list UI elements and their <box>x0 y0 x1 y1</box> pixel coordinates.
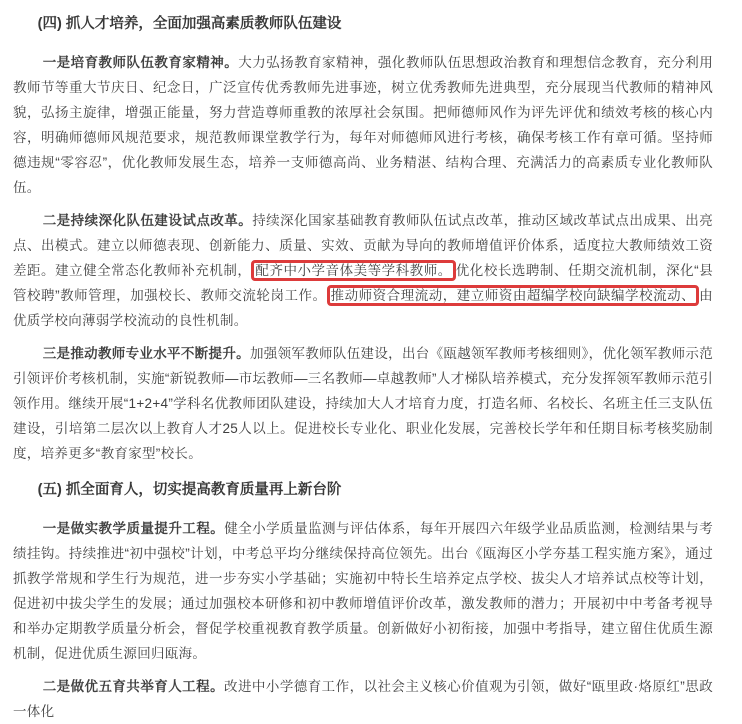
body-text: 健全小学质量监测与评估体系，每年开展四六年级学业品质监测，检测结果与考绩挂钩。持续推进“初中强校”计划，中考总平均分继续保持高位领先。出台《瓯海区小学夯基工程实施方案》，通过抓教学常规和学生行为规范，进一步夯实小学基础；实施初中特长生培养定点学校、拔尖人才培养试点校等计划，促进初中拔尖学生的发展；通过加强校本研修和初中教师增值评价改革，激发教师的潜力；开展初中中考备考视导和举办定期教学质量分析会，督促学校重视教育教学质量。创新做好小初衔接，加强中考指导，建立留住优质生源机制，促进优质生源回归瓯海。 <box>13 521 713 661</box>
body-text: 由优质学校向薄弱学校流动的良性机制。 <box>13 288 713 328</box>
highlighted-text: 推动师资合理流动，建立师资由超编学校向缺编学校流动、 <box>327 285 700 306</box>
paragraph <box>13 516 713 666</box>
paragraph-lead: 二是持续深化队伍建设试点改革。 <box>42 213 253 228</box>
body-text: 加强领军教师队伍建设，出台《瓯越领军教师考核细则》，优化领军教师示范引领评价考核机制，实施“新锐教师—市坛教师—三名教师—卓越教师”人才梯队培养模式，充分发挥领军教师示范引领作用。继续开展“1+2+4”学科名优教师团队建设，持续加大人才培育力度，打造名师、名校长、名班主任三支队伍建设，引培第二层次以上教育人才25人以上。促进校长专业化、职业化发展，完善校长学年和任期目标考核奖励制度，培养更多“教育家型”校长。 <box>13 346 714 461</box>
section-heading: (四) 抓人才培养，全面加强高素质教师队伍建设 <box>37 16 342 32</box>
highlighted-text: 配齐中小学音体美等学科教师。 <box>251 260 455 281</box>
body-text: 优化校长选聘制、任期交流机制，深化“县管校聘”教师管理，加强校长、教师交流轮岗工作。 <box>13 263 713 303</box>
paragraph-lead: 二是做优五育共举育人工程。 <box>42 679 225 694</box>
body-text: 大力弘扬教育家精神，强化教师队伍思想政治教育和理想信念教育，充分利用教师节等重大节庆日、纪念日，广泛宣传优秀教师先进事迹，树立优秀教师先进典型，充分展现当代教师的精神风貌，弘扬主旋律，增强正能量，努力营造尊师重教的浓厚社会氛围。把师德师风作为评先评优和绩效考核的核心内容，明确师德师风规范要求，规范教师课堂教学行为，每年对师德师风进行考核，确保考核工作有章可循。坚持师德违规“零容忍”，优化教师发展生态，培养一支师德高尚、业务精湛、结构合理、充满活力的高素质专业化教师队伍。 <box>13 55 713 195</box>
paragraph <box>13 208 713 333</box>
body-text: 持续深化国家基础教育教师队伍试点改革，推动区域改革试点出成果、出亮点、出模式。建立以师德表现、创新能力、质量、实效、贡献为导向的教师增值评价体系，适度拉大教师绩效工资差距。建立健全常态化教师补充机制， <box>13 213 714 278</box>
body-text: 改进中小学德育工作，以社会主义核心价值观为引领，做好“瓯里政·烙原红”思政一体化 <box>13 679 713 719</box>
paragraph-lead: 一是培育教师队伍教育家精神。 <box>42 55 239 70</box>
section-heading: (五) 抓全面育人，切实提高教育质量再上新台阶 <box>37 482 342 498</box>
paragraph-lead: 三是推动教师专业水平不断提升。 <box>42 346 250 361</box>
paragraph-lead: 一是做实教学质量提升工程。 <box>42 521 225 536</box>
paragraph <box>13 674 713 724</box>
paragraph <box>13 50 713 200</box>
paragraph <box>13 341 713 466</box>
